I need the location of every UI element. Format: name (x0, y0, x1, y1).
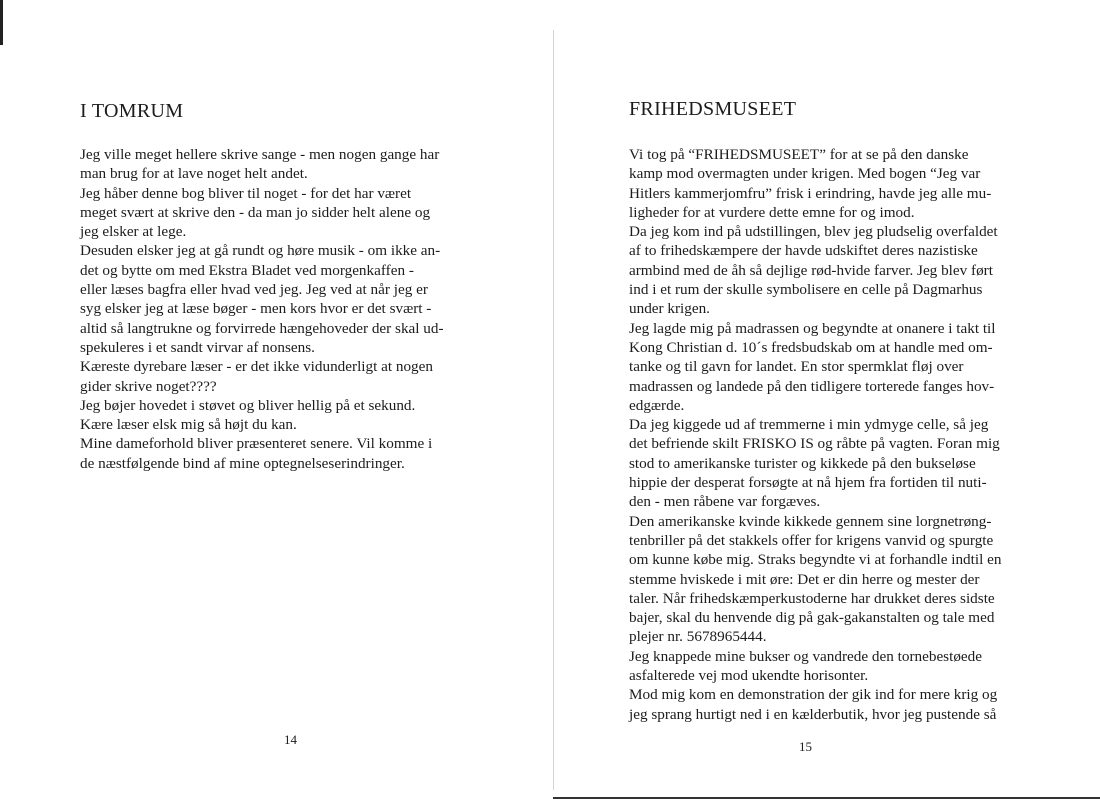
text-line: bajer, skal du henvende dig på gak-gakanstalten og tale med (629, 609, 995, 627)
text-line: Da jeg kiggede ud af tremmerne i min ydmyge celle, så jeg (629, 416, 989, 434)
text-line: Jeg ville meget hellere skrive sange - men nogen gange har (80, 146, 440, 163)
text-line: hippie der desperat forsøgte at nå hjem fra fortiden til nuti- (629, 474, 987, 492)
text-line: ind i et rum der skulle symbolisere en celle på Dagmarhus (629, 281, 983, 299)
left-page-title: I TOMRUM (80, 100, 184, 122)
text-line: syg elsker jeg at læse bøger - men kors hvor er det svært - (80, 300, 432, 318)
text-line: armbind med de åh så dejlige rød-hvide farver. Jeg blev ført (629, 261, 993, 279)
text-line: eller læses bagfra eller hvad ved jeg. Jeg ved at når jeg er (80, 281, 428, 299)
text-line: de næstfølgende bind af mine optegnelseserindringer. (80, 454, 405, 472)
text-line: stod to amerikanske turister og kikkede på den bukseløse (629, 454, 976, 472)
right-page-number: 15 (799, 739, 812, 754)
text-line: det og bytte om med Ekstra Bladet ved morgenkaffen - (80, 261, 414, 279)
text-line: under krigen. (629, 300, 710, 318)
text-line: Mod mig kom en demonstration der gik ind for mere krig og (629, 686, 998, 704)
text-line: Vi tog på “FRIHEDSMUSEET” for at se på den danske (629, 146, 969, 163)
text-line: Da jeg kom ind på udstillingen, blev jeg pludselig overfaldet (629, 223, 998, 241)
text-line: jeg elsker at lege. (80, 223, 187, 241)
text-line: om kunne købe mig. Straks begyndte vi at forhandle indtil en (629, 551, 1002, 569)
text-line: edgærde. (629, 396, 685, 414)
text-line: Hitlers kammerjomfru” frisk i erindring, havde jeg alle mu- (629, 184, 992, 202)
text-line: altid så langtrukne og forvirrede hængehoveder der skal ud- (80, 319, 444, 337)
text-line: Jeg lagde mig på madrassen og begyndte at onanere i takt til (629, 319, 996, 337)
text-line: tenbriller på det stakkels offer for krigens vanvid og spurgte (629, 531, 994, 549)
text-line: tanke og til gavn for landet. En stor spermklat fløj over (629, 358, 964, 376)
text-line: Mine dameforhold bliver præsenteret senere. Vil komme i (80, 435, 433, 453)
text-line: spekuleres i et sandt virvar af nonsens. (80, 338, 315, 356)
text-line: stemme hviskede i mit øre: Det er din herre og mester der (629, 570, 980, 588)
text-line: Desuden elsker jeg at gå rundt og høre musik - om ikke an- (80, 242, 441, 260)
left-page-body (80, 145, 480, 473)
right-page-title: FRIHEDSMUSEET (629, 98, 797, 120)
text-line: Kæreste dyrebare læser - er det ikke vidunderligt at nogen (80, 358, 433, 376)
text-line: kamp mod overmagten under krigen. Med bogen “Jeg var (629, 165, 981, 183)
text-line: asfalterede vej mod ukendte horisonter. (629, 667, 869, 685)
text-line: madrassen og landede på den tidligere torterede fanges hov- (629, 377, 995, 395)
text-line: det befriende skilt FRISKO IS og råbte på vagten. Foran mig (629, 435, 1000, 453)
text-line: Kong Christian d. 10´s fredsbudskab om at handle med om- (629, 338, 993, 356)
text-line: Jeg håber denne bog bliver til noget - for det har været (80, 184, 412, 202)
text-line: taler. Når frihedskæmperkustoderne har drukket deres sidste (629, 589, 995, 607)
text-line: ligheder for at vurdere dette emne for og imod. (629, 203, 915, 221)
text-line: man brug for at lave noget helt andet. (80, 165, 308, 183)
right-page-body (629, 145, 1049, 724)
right-page (554, 0, 1100, 800)
text-line: den - men råbene var forgæves. (629, 493, 821, 511)
text-line: Den amerikanske kvinde kikkede gennem sine lorgnetrøng- (629, 512, 992, 530)
text-line: Jeg knappede mine bukser og vandrede den tornebestøede (629, 647, 982, 665)
left-page-number: 14 (284, 732, 297, 747)
text-line: plejer nr. 5678965444. (629, 628, 767, 646)
text-line: af to frihedskæmpere der havde udskiftet deres nazistiske (629, 242, 978, 260)
text-line: Jeg bøjer hovedet i støvet og bliver hellig på et sekund. (80, 396, 416, 414)
text-line: gider skrive noget???? (80, 377, 217, 395)
text-line: Kære læser elsk mig så højt du kan. (80, 416, 297, 434)
text-line: meget svært at skrive den - da man jo sidder helt alene og (80, 203, 431, 221)
text-line: jeg sprang hurtigt ned i en kælderbutik, hvor jeg pustende så (629, 705, 997, 723)
